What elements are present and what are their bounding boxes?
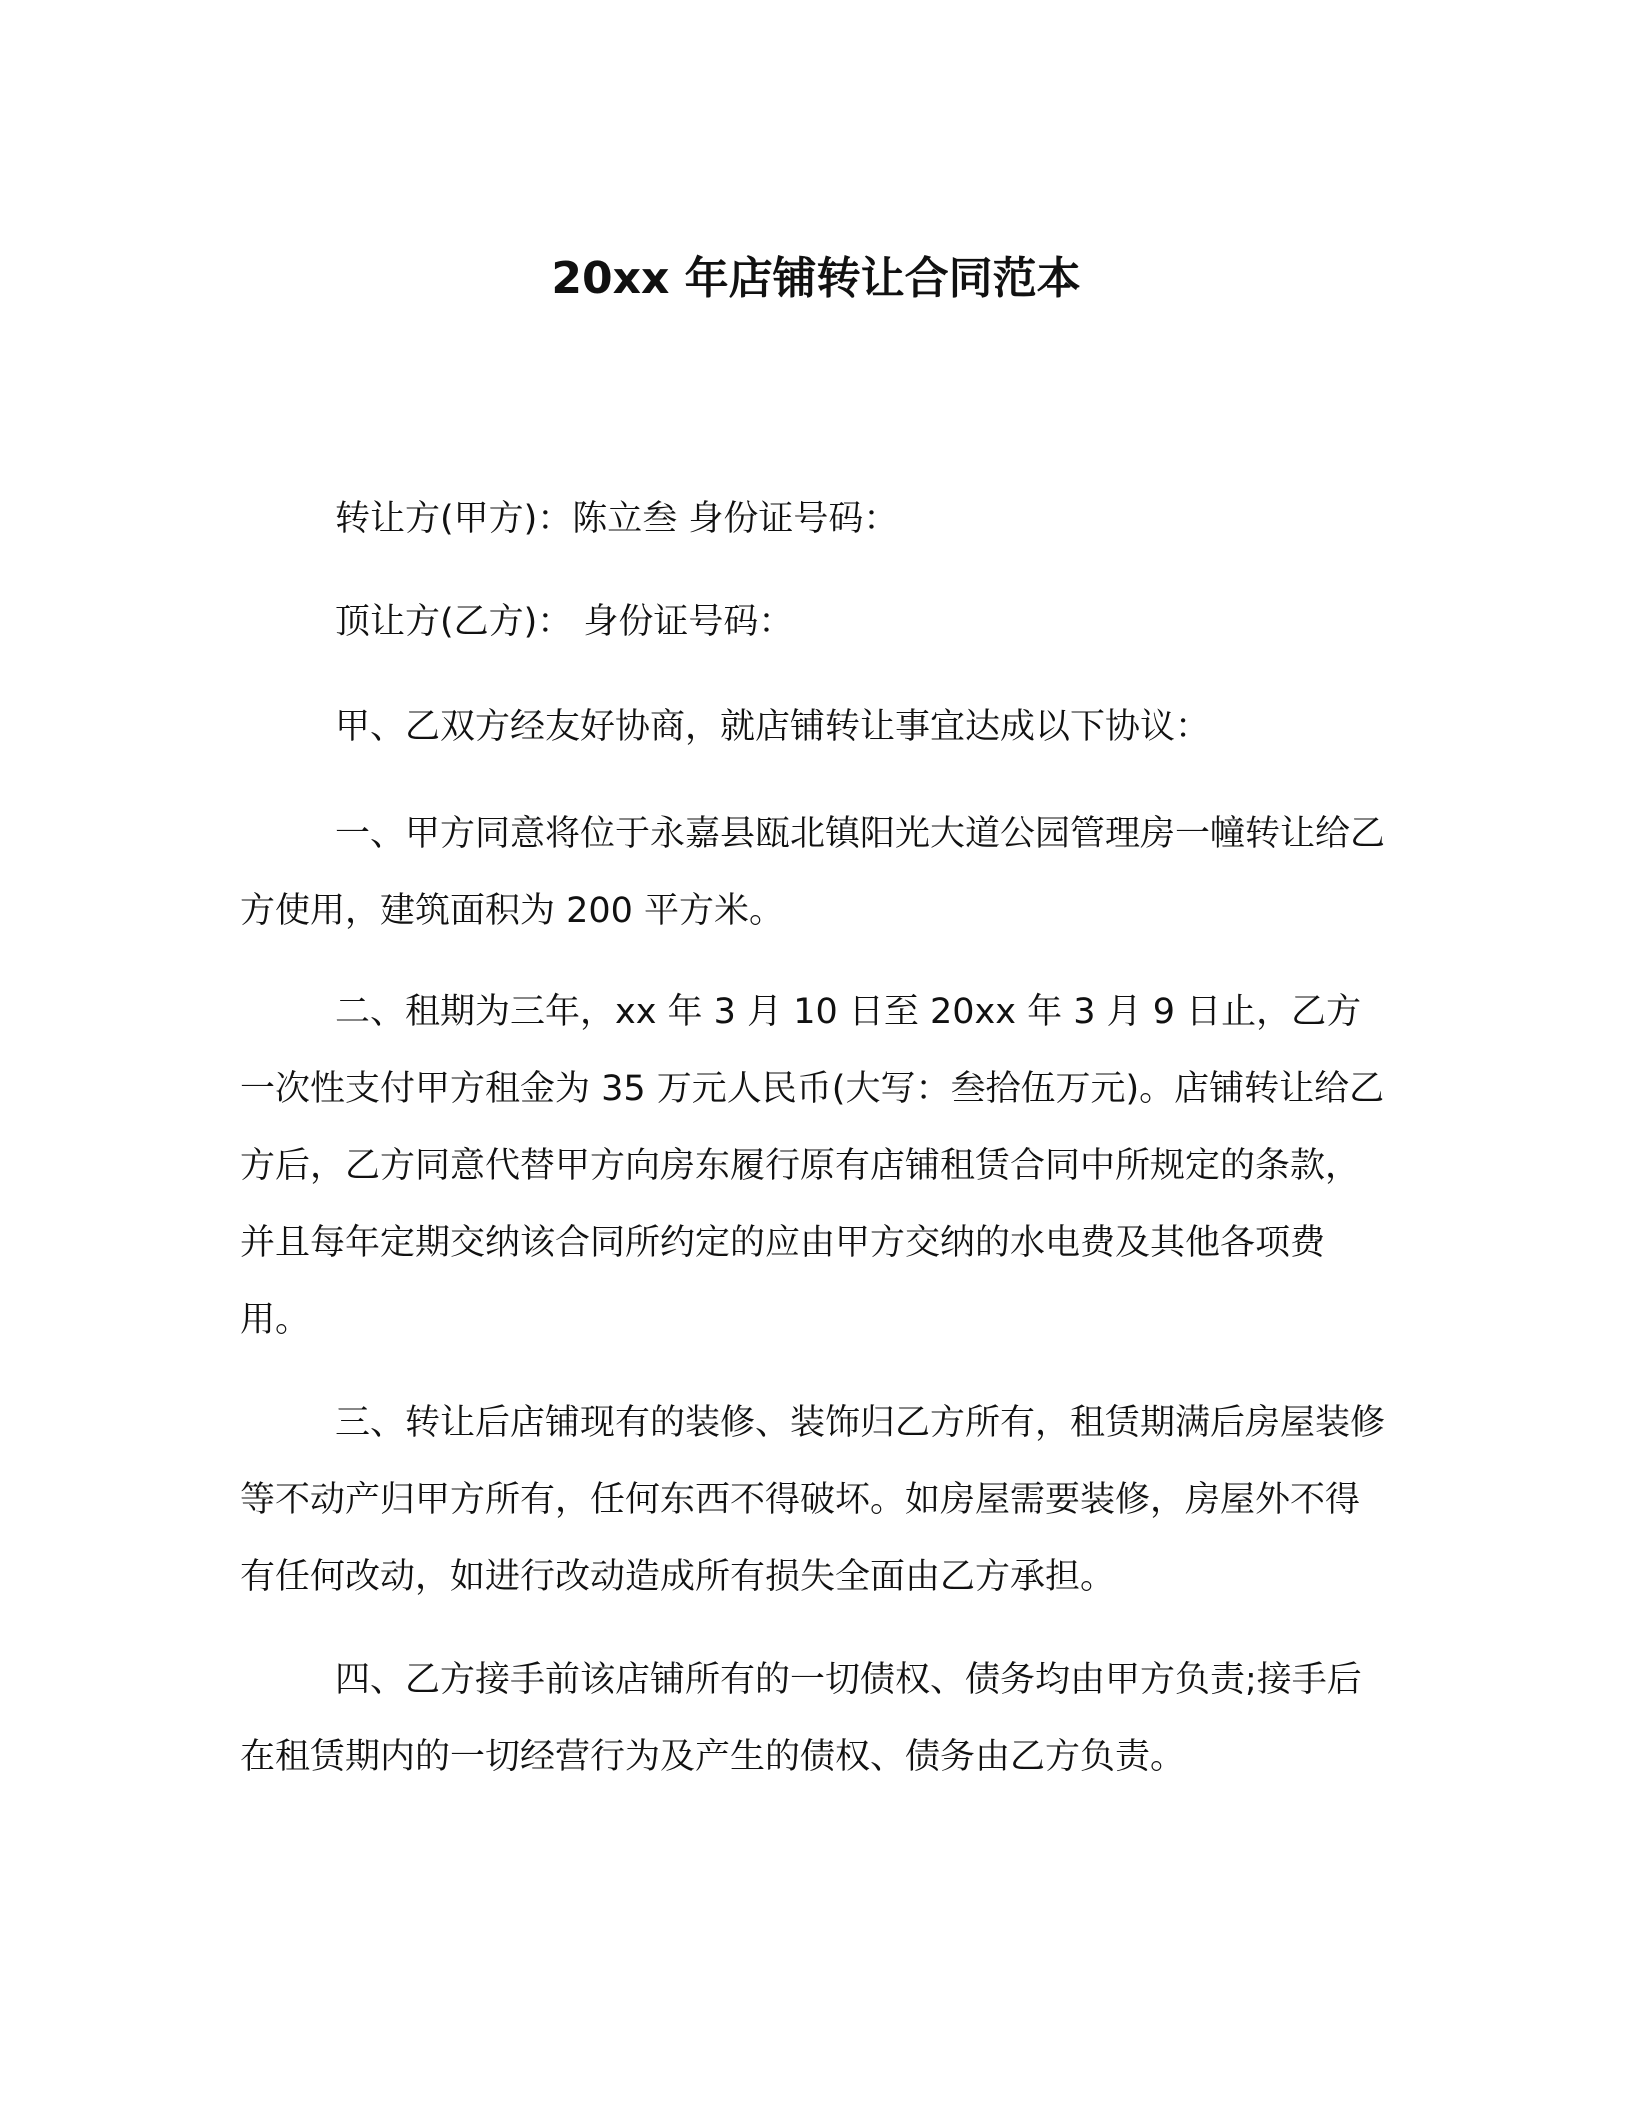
clause-two: 二、租期为三年，xx 年 3 月 10 日至 20xx 年 3 月 9 日止，乙方一次性支付甲方租金为 35 万元人民币(大写：叁拾伍万元)。店铺转让给乙方后，乙方同意代替甲方向房东履行原有店铺租赁合同中所规定的条款，并且每年定期交纳该合同所约定的应由甲方交纳的水电费及其他各项费用。 <box>240 992 1385 1340</box>
clause-three: 三、转让后店铺现有的装修、装饰归乙方所有，租赁期满后房屋装修等不动产归甲方所有，任何东西不得破坏。如房屋需要装修，房屋外不得有任何改动，如进行改动造成所有损失全面由乙方承担。 <box>240 1403 1386 1597</box>
clause-one: 一、甲方同意将位于永嘉县瓯北镇阳光大道公园管理房一幢转让给乙方使用，建筑面积为 200 平方米。 <box>240 814 1386 931</box>
transferor-line: 转让方(甲方)：陈立叁 身份证号码： <box>335 499 899 539</box>
clause-four: 四、乙方接手前该店铺所有的一切债权、债务均由甲方负责;接手后在租赁期内的一切经营行为及产生的债权、债务由乙方负责。 <box>240 1660 1362 1777</box>
transferee-line: 顶让方(乙方)： 身份证号码： <box>335 602 794 642</box>
agreement-intro: 甲、乙双方经友好协商，就店铺转让事宜达成以下协议： <box>335 707 1211 747</box>
document-title: 20xx 年店铺转让合同范本 <box>551 253 1081 305</box>
